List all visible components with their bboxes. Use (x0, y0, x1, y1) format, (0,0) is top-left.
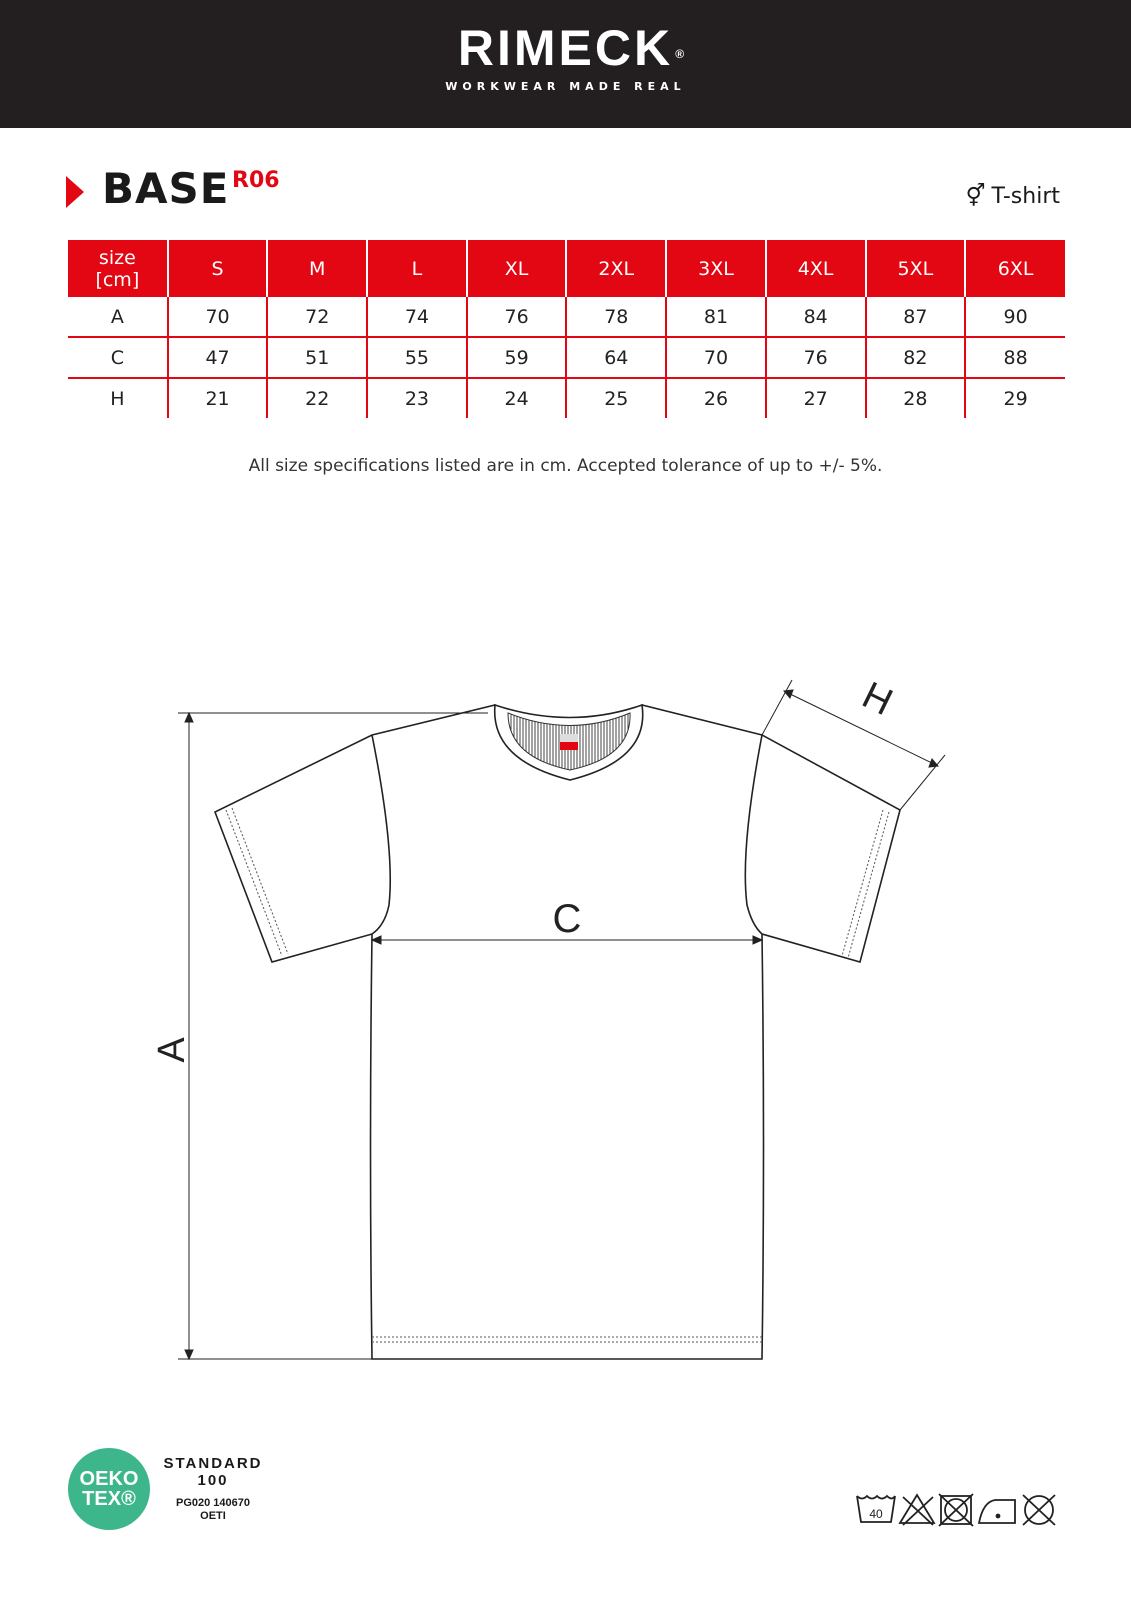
table-cell: 25 (566, 378, 666, 418)
row-label: H (68, 378, 168, 418)
standard-label: STANDARD (163, 1455, 263, 1472)
row-label: A (68, 297, 168, 337)
table-cell: 81 (666, 297, 766, 337)
arrow-down-icon (185, 1350, 193, 1359)
table-cell: 76 (766, 337, 866, 378)
table-cell: 70 (666, 337, 766, 378)
size-header: S (168, 240, 268, 297)
dimension-c-label: C (552, 897, 582, 941)
iron-low-icon (979, 1500, 1015, 1523)
table-cell: 47 (168, 337, 268, 378)
table-cell: 82 (866, 337, 966, 378)
table-cell: 70 (168, 297, 268, 337)
table-cell: 76 (467, 297, 567, 337)
size-header: 6XL (965, 240, 1065, 297)
stitching (226, 808, 889, 1342)
size-header: L (367, 240, 467, 297)
dimension-h-guide (762, 680, 792, 735)
oeko-tex-logo (68, 1448, 150, 1530)
wash-40-icon (857, 1496, 895, 1522)
brand-name-text: RIMECK (457, 20, 674, 76)
size-header-label: size [cm] (68, 240, 168, 297)
oeko-tex-line1: OEKO (79, 1468, 139, 1490)
collar-label (560, 734, 578, 742)
registered-mark: ® (675, 47, 688, 61)
table-cell: 29 (1003, 387, 1028, 410)
table-cell: 22 (267, 378, 367, 418)
collar (495, 705, 643, 780)
no-dry-clean-icon (1023, 1495, 1055, 1525)
table-cell: 23 (367, 378, 467, 418)
right-armhole (745, 735, 762, 934)
brand-tagline: WORKWEAR MADE REAL (445, 80, 686, 93)
no-tumble-dry-icon (939, 1494, 973, 1526)
no-bleach-icon (900, 1495, 934, 1525)
arrow-icon (784, 690, 793, 698)
product-type-label: T-shirt (991, 184, 1060, 209)
table-cell: 21 (168, 378, 268, 418)
size-header: 2XL (566, 240, 666, 297)
arrow-icon (929, 759, 938, 767)
certificate-code: PG020 140670 (175, 1497, 250, 1509)
oeko-standard-block (163, 1455, 263, 1523)
right-sleeve-stitch (842, 810, 883, 956)
left-sleeve-stitch (226, 810, 282, 956)
arrow-right-icon (753, 936, 762, 944)
right-sleeve-stitch (848, 812, 889, 958)
product-name: BASE (102, 164, 230, 213)
size-header: 3XL (666, 240, 766, 297)
tshirt-body (215, 705, 900, 1359)
table-cell: 27 (766, 378, 866, 418)
size-header: 5XL (866, 240, 966, 297)
table-cell: 51 (267, 337, 367, 378)
care-symbols (855, 1492, 1063, 1528)
collar-label (560, 742, 578, 750)
tshirt-outline (215, 705, 900, 1359)
dimension-h-guide (900, 755, 945, 810)
table-cell: 84 (766, 297, 866, 337)
tolerance-note: All size specifications listed are in cm. Accepted tolerance of up to +/- 5%. (248, 456, 883, 476)
size-header: 4XL (766, 240, 866, 297)
unisex-icon: ⚥ (965, 184, 986, 209)
table-cell: 74 (367, 297, 467, 337)
dimension-a (178, 713, 488, 1359)
certificate-institute: OETI (200, 1510, 226, 1522)
table-cell: 88 (965, 337, 1065, 378)
dimension-a-label: A (151, 1037, 193, 1063)
table-cell: 55 (367, 337, 467, 378)
wash-temp: 40 (869, 1507, 883, 1521)
table-cell: 78 (566, 297, 666, 337)
row-label: C (68, 337, 168, 378)
standard-number: 100 (197, 1472, 229, 1489)
arrow-up-icon (185, 713, 193, 722)
table-cell: 87 (866, 297, 966, 337)
table-cell: 59 (467, 337, 567, 378)
dimension-h (762, 680, 945, 810)
table-cell: 26 (666, 378, 766, 418)
size-header: XL (467, 240, 567, 297)
table-cell: 28 (866, 378, 966, 418)
dimension-h-label: H (855, 674, 899, 725)
arrow-left-icon (372, 936, 381, 944)
table-cell: 64 (566, 337, 666, 378)
left-armhole (372, 735, 390, 934)
size-header: M (267, 240, 367, 297)
table-cell: 72 (267, 297, 367, 337)
oeko-tex-line2: TEX® (82, 1488, 136, 1510)
table-cell: 24 (467, 378, 567, 418)
table-cell: 90 (965, 297, 1065, 337)
product-code: R06 (232, 168, 280, 193)
